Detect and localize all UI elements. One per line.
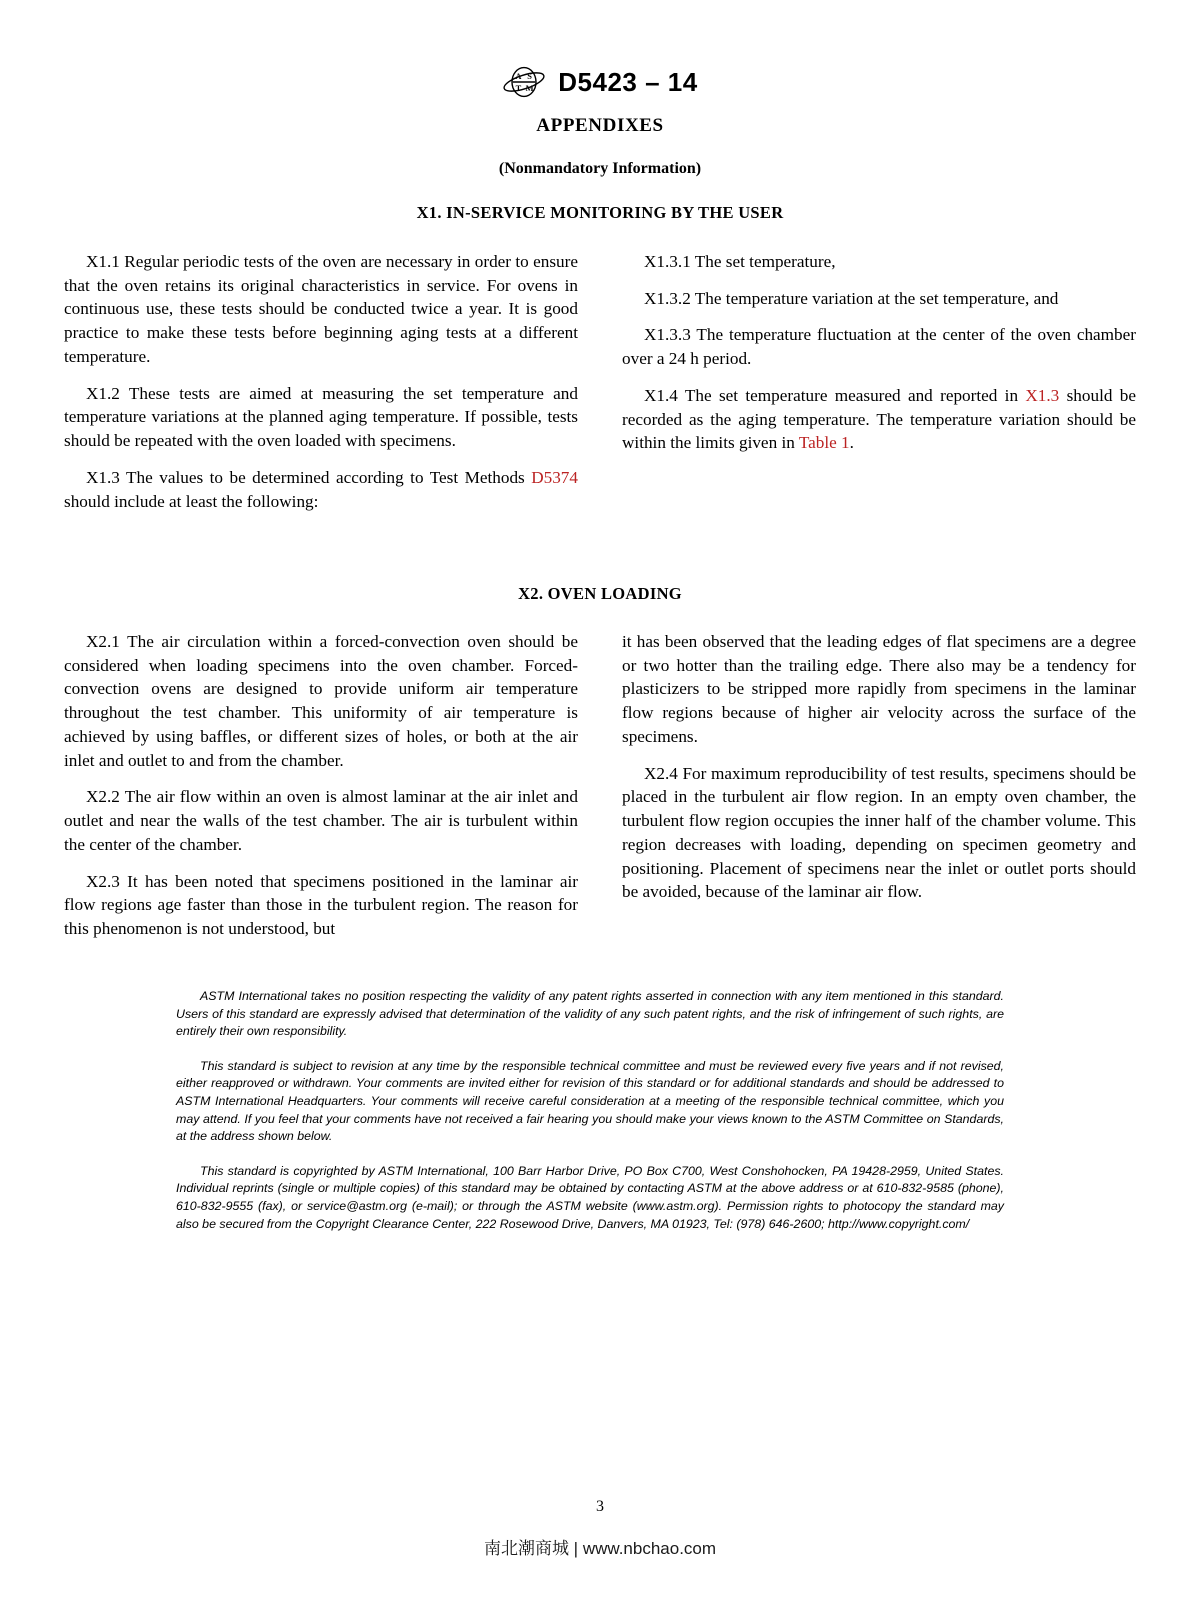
section-x2-body: [64, 630, 1136, 941]
paragraph-x2-1: X2.1 The air circulation within a forced-convection oven should be considered when loading specimens into the oven chamber. Forced-convection ovens are designed to provide uniform air temperature throughout the test chamber. This uniformity of air temperature is achieved by using baffles, or different sizes of holes, or both at the air inlet and outlet to and from the chamber.: [64, 632, 578, 770]
section-heading-x1: X1. IN-SERVICE MONITORING BY THE USER: [416, 203, 784, 222]
x2-right-column: [622, 630, 1136, 941]
legal-notices: [176, 988, 1004, 1233]
document-designation: D5423 – 14: [558, 66, 698, 97]
svg-text:T: T: [515, 83, 522, 93]
paragraph-x1-3-2: X1.3.2 The temperature variation at the set temperature, and: [644, 288, 1059, 308]
astm-logo-icon: [502, 62, 546, 102]
appendixes-title: APPENDIXES: [536, 115, 664, 136]
patent-rights-notice: ASTM International takes no position respecting the validity of any patent rights asserted in connection with any item mentioned in this standard. Users of this standard are expressly advised that determination of the validity of any such patent rights, and the risk of infringement of such rights, are entirely their own responsibility.: [176, 989, 1004, 1039]
x1-left-column: [64, 250, 578, 513]
xref-x1-3[interactable]: X1.3: [1025, 385, 1060, 405]
page-number: 3: [596, 1498, 604, 1515]
paragraph-x1-4-text-before: X1.4 The set temperature measured and reported in: [644, 385, 1026, 405]
section-x1-body: [64, 250, 1136, 513]
paragraph-x2-3: X2.3 It has been noted that specimens positioned in the laminar air flow regions age faster than those in the turbulent region. The reason for this phenomenon is not understood, but: [64, 871, 578, 939]
section-heading-x2: X2. OVEN LOADING: [518, 584, 682, 603]
paragraph-x1-2: X1.2 These tests are aimed at measuring the set temperature and temperature variations at the planned aging temperature. If possible, tests should be repeated with the oven loaded with specimens.: [64, 383, 578, 451]
watermark: 南北潮商城 | www.nbchao.com: [483, 1539, 717, 1558]
svg-text:S: S: [527, 71, 533, 81]
paragraph-x2-3-continued: it has been observed that the leading edges of flat specimens are a degree or two hotter than the trailing edge. There also may be a tendency for plasticizers to be stripped more rapidly from specimens in the laminar flow regions because of higher air velocity across the surface of the specimens.: [622, 632, 1136, 746]
paragraph-x1-4: [622, 384, 1136, 455]
paragraph-x1-4-text-after: .: [849, 433, 854, 453]
paragraph-x1-3-1: X1.3.1 The set temperature,: [644, 252, 836, 271]
paragraph-x1-4-text-middle: should be recorded as the aging temperature. The temperature variation should be within the limits given in: [622, 385, 1136, 453]
x1-right-column: [622, 250, 1136, 513]
revision-notice: This standard is subject to revision at any time by the responsible technical committee and must be reviewed every five years and if not revised, either reapproved or withdrawn. Your comments are invited either for revision of this standard or for additional standards and should be addressed to ASTM International Headquarters. Your comments will receive careful consideration at a meeting of the responsible technical committee, which you may attend. If you feel that your comments have not received a fair hearing you should make your views known to the ASTM Committee on Standards, at the address shown below.: [176, 1058, 1004, 1144]
nonmandatory-subtitle: (Nonmandatory Information): [498, 160, 702, 177]
paragraph-x1-3: [64, 466, 578, 513]
svg-text:A: A: [515, 71, 522, 81]
page-header: [0, 62, 1200, 102]
paragraph-x2-2: X2.2 The air flow within an oven is almost laminar at the air inlet and outlet and near the walls of the test chamber. The air is turbulent within the center of the chamber.: [64, 787, 578, 854]
copyright-notice: This standard is copyrighted by ASTM International, 100 Barr Harbor Drive, PO Box C700, West Conshohocken, PA 19428-2959, United States. Individual reprints (single or multiple copies) of this standard may be obtained by contacting ASTM at the above address or at 610-832-9585 (phone), 610-832-9555 (fax), or service@astm.org (e-mail); or through the ASTM website (www.astm.org). Permission rights to photocopy the standard may also be secured from the Copyright Clearance Center, 222 Rosewood Drive, Danvers, MA 01923, Tel: (978) 646-2600; http://www.copyright.com/: [176, 1163, 1004, 1231]
paragraph-x2-4: X2.4 For maximum reproducibility of test results, specimens should be placed in the turbulent air flow region. In an empty oven chamber, the turbulent flow region occupies the inner half of the chamber volume. This region decreases with loading, depending on specimen geometry and positioning. Placement of specimens near the inlet or outlet ports should be avoided, because of the laminar air flow.: [622, 763, 1136, 902]
xref-d5374[interactable]: D5374: [531, 467, 578, 487]
svg-text:M: M: [525, 83, 534, 93]
x2-left-column: [64, 630, 578, 941]
paragraph-x1-3-text-before: X1.3 The values to be determined according to Test Methods: [86, 467, 532, 487]
paragraph-x1-1: X1.1 Regular periodic tests of the oven are necessary in order to ensure that the oven retains its original characteristics in service. For ovens in continuous use, these tests should be conducted twice a year. It is good practice to make these tests before beginning aging tests at a different temperature.: [64, 252, 578, 366]
paragraph-x1-3-text-after: should include at least the following:: [64, 491, 319, 511]
paragraph-x1-3-3: X1.3.3 The temperature fluctuation at the center of the oven chamber over a 24 h period.: [622, 325, 1136, 369]
xref-table-1[interactable]: Table 1: [798, 433, 850, 453]
